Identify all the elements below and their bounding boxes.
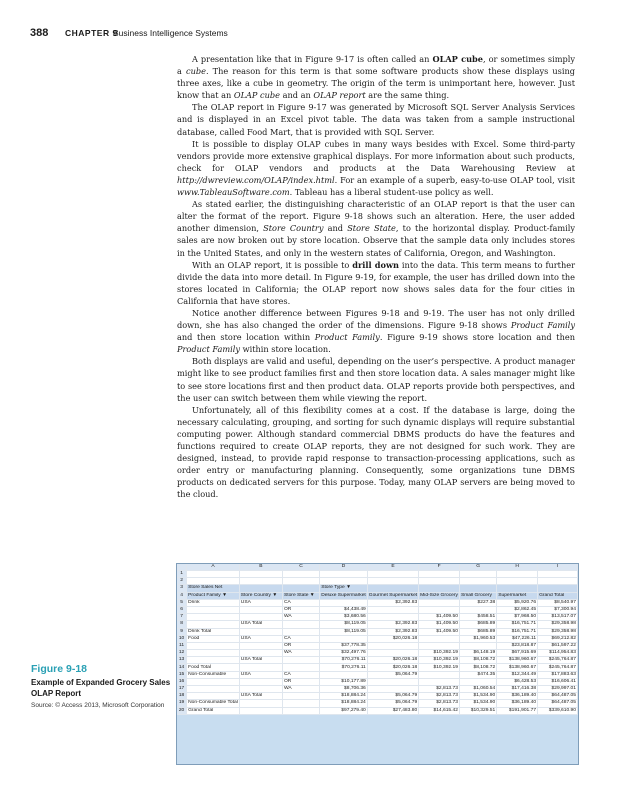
row-number[interactable]: 10 <box>177 635 187 642</box>
cell[interactable] <box>187 621 240 628</box>
cell[interactable]: Deluxe Supermarket <box>321 592 366 598</box>
cell[interactable] <box>282 700 319 707</box>
italic-text: http://dwreview.com/OLAP/index.html <box>177 174 335 185</box>
italic-text: OLAP cube <box>233 90 280 101</box>
sheet-row <box>177 635 578 642</box>
cell[interactable]: WA <box>282 650 319 657</box>
cell[interactable]: $245,764.87 <box>538 657 578 664</box>
figure-title: Example of Expanded Grocery Sales OLAP Report <box>31 678 171 698</box>
cell[interactable] <box>187 614 240 621</box>
pivot-table <box>177 564 578 715</box>
sheet-row <box>177 700 578 707</box>
sheet-row <box>177 571 578 578</box>
cell[interactable] <box>367 585 418 592</box>
text-run: into the data. This term means to further divide the data into more detail. In Figure 9-19, for example, the user has drilled down into the stores located in California; the OLAP report now shows sales data for the four cities in California that have stores. <box>177 259 575 306</box>
cell[interactable]: $18,884.24 <box>320 700 368 707</box>
cell[interactable]: $10,392.19 <box>419 657 460 664</box>
cell[interactable] <box>187 686 240 693</box>
italic-text: www.TableauSoftware.com <box>177 187 290 198</box>
italic-text: Product Family <box>314 332 380 343</box>
cell[interactable] <box>497 578 538 585</box>
cell[interactable]: Drink <box>187 599 240 606</box>
cell[interactable] <box>459 578 496 585</box>
cell[interactable]: $458.51 <box>459 614 496 621</box>
cell[interactable]: $1,409.50 <box>419 614 460 621</box>
cell[interactable]: $227.38 <box>459 599 496 606</box>
cell[interactable] <box>459 642 496 649</box>
cell[interactable] <box>239 606 282 613</box>
italic-text: Store State <box>347 223 396 234</box>
cell[interactable]: $29,358.98 <box>538 621 578 628</box>
cell[interactable]: $36,189.40 <box>497 693 538 700</box>
cell[interactable] <box>239 571 282 578</box>
text-run: and then store location within <box>177 332 315 343</box>
cell[interactable]: $29,358.98 <box>538 628 578 635</box>
chapter-label: CHAPTER 9 <box>65 28 118 38</box>
cell[interactable] <box>239 678 282 685</box>
cell[interactable]: $2,392.83 <box>367 599 418 606</box>
paragraph <box>177 101 575 137</box>
cell[interactable] <box>419 635 460 642</box>
text-run: It is possible to display OLAP cubes in many ways besides with Excel. Some third-party vendors provide more extensive graphical displays. For more information about such products, check for OLAP vendors and products at the Data Warehousing Review at <box>177 138 575 173</box>
cell[interactable]: Mid-Size Grocery <box>420 592 458 598</box>
row-number[interactable]: 6 <box>177 606 187 613</box>
text-run: within store location. <box>239 344 331 355</box>
text-run: A presentation like that in Figure 9-17 is often called an <box>192 54 433 64</box>
cell[interactable]: $16,606.41 <box>538 678 578 685</box>
cell[interactable]: Product Family ▼ <box>187 592 240 599</box>
cell[interactable] <box>187 571 240 578</box>
row-number[interactable]: 5 <box>177 599 187 606</box>
cell[interactable] <box>459 678 496 685</box>
cell[interactable]: $5,064.79 <box>367 693 418 700</box>
cell[interactable]: $8,108.72 <box>459 657 496 664</box>
sheet-row <box>177 650 578 657</box>
cell[interactable]: $27,483.80 <box>367 707 418 714</box>
cell[interactable] <box>320 599 368 606</box>
italic-text: Product Family <box>177 344 240 355</box>
cell[interactable]: $20,026.18 <box>367 635 418 642</box>
column-letter[interactable]: A <box>187 564 240 571</box>
cell[interactable] <box>367 614 418 621</box>
cell[interactable]: $13,517.07 <box>538 614 578 621</box>
column-letter[interactable]: E <box>367 564 418 571</box>
sheet-row <box>177 678 578 685</box>
sheet-row <box>177 585 578 592</box>
column-letter[interactable]: G <box>459 564 496 571</box>
cell[interactable]: $10,392.19 <box>419 650 460 657</box>
cell[interactable]: $29,997.01 <box>538 686 578 693</box>
body-text <box>177 53 575 500</box>
column-letter[interactable]: D <box>320 564 368 571</box>
cell[interactable] <box>459 571 496 578</box>
sheet-row <box>177 642 578 649</box>
text-run: are the same thing. <box>365 90 450 101</box>
cell[interactable] <box>239 614 282 621</box>
cell[interactable]: USA Total <box>239 693 282 700</box>
text-run: Unfortunately, all of this flexibility comes at a cost. If the database is large, doing the necessary calculating, grouping, and sorting for such dynamic displays will require substantial computing power. Although standard commercial DBMS products do have the features and functions required to create OLAP reports, they are not designed for such work. They are designed, instead, to provide rapid response to transaction-processing applications, such as order entry or manufacturing planning. Consequently, some organizations tune DBMS products on dedicated servers for this purpose. Today, many OLAP servers are being moved to the cloud. <box>177 404 575 500</box>
cell[interactable]: $8,540.97 <box>538 599 578 606</box>
cell[interactable]: Grand Total <box>187 707 240 714</box>
cell[interactable]: $20,026.18 <box>367 657 418 664</box>
cell[interactable]: $70,276.11 <box>320 657 368 664</box>
row-number[interactable]: 15 <box>177 671 187 678</box>
cell[interactable] <box>320 671 368 678</box>
cell[interactable] <box>239 700 282 707</box>
cell[interactable]: $17,883.63 <box>538 671 578 678</box>
cell[interactable] <box>187 693 240 700</box>
sheet-row <box>177 671 578 678</box>
cell[interactable]: $8,108.72 <box>459 664 496 671</box>
bold-term: drill down <box>352 259 399 270</box>
cell[interactable]: $7,968.50 <box>497 614 538 621</box>
cell[interactable]: CA <box>282 599 319 606</box>
cell[interactable]: $138,960.67 <box>497 664 538 671</box>
cell[interactable]: Grand Total <box>538 592 578 599</box>
cell[interactable]: $1,534.90 <box>459 700 496 707</box>
cell[interactable] <box>282 628 319 635</box>
cell[interactable] <box>367 578 418 585</box>
sheet-row <box>177 628 578 635</box>
cell[interactable]: $2,392.83 <box>367 628 418 635</box>
cell[interactable]: $685.89 <box>459 628 496 635</box>
italic-text: cube <box>186 66 206 77</box>
text-run: Notice another difference between Figures 9-18 and 9-19. The user has not only drilled down, she has also changed the order of the dimensions. Figure 9-18 shows <box>177 307 575 331</box>
text-run: . Figure 9-19 shows store location and then <box>379 332 575 343</box>
cell[interactable]: WA <box>282 686 319 693</box>
cell[interactable]: $191,901.77 <box>497 707 538 714</box>
cell[interactable] <box>459 585 496 592</box>
cell[interactable]: $8,119.05 <box>320 628 368 635</box>
cell[interactable]: Non-Consumable Total <box>188 700 238 706</box>
row-number[interactable]: 7 <box>177 614 187 621</box>
cell[interactable]: $47,226.11 <box>497 635 538 642</box>
cell[interactable] <box>187 678 240 685</box>
cell[interactable]: $3,680.56 <box>320 614 368 621</box>
sheet-row <box>177 693 578 700</box>
cell[interactable] <box>419 678 460 685</box>
cell[interactable]: $2,813.73 <box>419 700 460 707</box>
cell[interactable]: $32,497.76 <box>320 650 368 657</box>
column-letter[interactable]: B <box>239 564 282 571</box>
cell[interactable]: USA <box>239 671 282 678</box>
cell[interactable]: Store Type ▼ <box>320 585 368 592</box>
row-number[interactable]: 13 <box>177 657 187 664</box>
row-number[interactable]: 17 <box>177 686 187 693</box>
column-letter[interactable]: H <box>497 564 538 571</box>
cell[interactable]: $36,189.40 <box>497 700 538 707</box>
cell[interactable] <box>320 578 368 585</box>
text-run: With an OLAP report, it is possible to <box>192 259 353 270</box>
cell[interactable]: $4,438.49 <box>320 606 368 613</box>
cell[interactable] <box>239 707 282 714</box>
row-number[interactable]: 1 <box>177 571 187 578</box>
cell[interactable] <box>320 635 368 642</box>
cell[interactable] <box>187 650 240 657</box>
text-run: As stated earlier, the distinguishing characteristic of an OLAP report is that the user can alter the format of the report. Figure 9-18 shows such an alteration. Here, the user added another dimension, <box>177 199 575 234</box>
cell[interactable]: $18,884.24 <box>320 693 368 700</box>
cell[interactable]: $12,344.49 <box>497 671 538 678</box>
cell[interactable]: Store State ▼ <box>282 592 319 599</box>
cell[interactable] <box>538 585 578 592</box>
cell[interactable] <box>282 664 319 671</box>
text-run: . For an example of a superb, easy-to-use OLAP tool, visit <box>334 174 575 185</box>
figure-caption <box>31 663 171 711</box>
cell[interactable]: $474.35 <box>459 671 496 678</box>
cell[interactable] <box>282 657 319 664</box>
cell[interactable] <box>187 606 240 613</box>
row-number[interactable]: 3 <box>177 585 187 592</box>
cell[interactable]: $17,416.38 <box>497 686 538 693</box>
cell[interactable]: USA <box>239 599 282 606</box>
cell[interactable]: $14,615.42 <box>419 707 460 714</box>
cell[interactable] <box>419 642 460 649</box>
cell[interactable]: OR <box>282 678 319 685</box>
cell[interactable] <box>320 571 368 578</box>
cell[interactable] <box>239 628 282 635</box>
text-run: . Tableau has a liberal student-use policy as well. <box>289 187 494 198</box>
page-header <box>30 27 590 41</box>
cell[interactable]: $16,751.71 <box>497 628 538 635</box>
cell[interactable]: $5,920.76 <box>497 599 538 606</box>
cell[interactable] <box>538 578 578 585</box>
cell[interactable]: Supermarket <box>497 592 538 599</box>
cell[interactable]: Drink Total <box>187 628 240 635</box>
cell[interactable] <box>419 571 460 578</box>
italic-text: Product Family <box>510 320 575 331</box>
cell[interactable]: $16,751.71 <box>497 621 538 628</box>
cell[interactable]: $2,392.83 <box>367 621 418 628</box>
column-letter[interactable]: F <box>419 564 460 571</box>
cell[interactable] <box>419 606 460 613</box>
cell[interactable]: $23,818.87 <box>497 642 538 649</box>
cell[interactable] <box>282 585 319 592</box>
figure-source: Source: © Access 2013, Microsoft Corporation <box>31 702 165 709</box>
cell[interactable] <box>367 571 418 578</box>
cell[interactable]: $114,954.83 <box>538 650 578 657</box>
cell[interactable] <box>239 585 282 592</box>
bold-term: OLAP cube <box>432 54 483 64</box>
cell[interactable] <box>367 678 418 685</box>
cell[interactable]: CA <box>282 671 319 678</box>
cell[interactable] <box>239 578 282 585</box>
cell[interactable] <box>367 650 418 657</box>
cell[interactable]: $1,409.50 <box>419 621 460 628</box>
cell[interactable] <box>367 606 418 613</box>
cell[interactable]: $69,212.82 <box>538 635 578 642</box>
cell[interactable] <box>282 693 319 700</box>
cell[interactable]: $20,026.18 <box>367 664 418 671</box>
cell[interactable]: $10,392.19 <box>419 664 460 671</box>
sheet-row <box>177 707 578 714</box>
spreadsheet-screenshot <box>176 563 579 765</box>
text-run: and an <box>280 90 314 101</box>
cell[interactable]: $10,177.89 <box>320 678 368 685</box>
cell[interactable] <box>419 599 460 606</box>
page-number: 388 <box>30 27 49 39</box>
cell[interactable] <box>187 657 240 664</box>
cell[interactable]: $2,813.73 <box>419 686 460 693</box>
cell[interactable]: USA <box>239 635 282 642</box>
cell[interactable]: $61,597.22 <box>538 642 578 649</box>
chapter-title: Business Intelligence Systems <box>113 28 228 38</box>
cell[interactable]: $67,915.69 <box>497 650 538 657</box>
row-number[interactable]: 19 <box>177 700 187 707</box>
text-run: , to the horizontal display. Product-family sales are now broken out by store location. Observe that the sample data only includes stores in the United States, and only in the western states of California, Oregon, and Washington. <box>177 223 576 258</box>
cell[interactable]: $1,060.54 <box>459 686 496 693</box>
row-number[interactable]: 16 <box>177 678 187 685</box>
cell[interactable]: $6,148.19 <box>459 650 496 657</box>
cell[interactable]: Gourmet Supermarket <box>368 592 418 598</box>
cell[interactable]: $6,428.53 <box>497 678 538 685</box>
cell[interactable]: Store Country ▼ <box>239 592 282 599</box>
cell[interactable]: OR <box>282 642 319 649</box>
cell[interactable]: Store Sales Net <box>187 585 240 592</box>
sheet-row <box>177 686 578 693</box>
cell[interactable]: $64,487.05 <box>538 700 578 707</box>
column-letter[interactable]: C <box>282 564 319 571</box>
cell[interactable] <box>497 585 538 592</box>
cell[interactable] <box>538 571 578 578</box>
cell[interactable]: $5,064.79 <box>367 700 418 707</box>
cell[interactable] <box>419 578 460 585</box>
sheet-row <box>177 621 578 628</box>
cell[interactable]: CA <box>282 635 319 642</box>
paragraph <box>177 53 575 101</box>
cell[interactable]: $2,862.45 <box>497 606 538 613</box>
cell[interactable] <box>282 578 319 585</box>
cell[interactable]: WA <box>282 614 319 621</box>
sheet-row <box>177 664 578 671</box>
cell[interactable] <box>367 686 418 693</box>
paragraph <box>177 138 575 198</box>
cell[interactable] <box>282 571 319 578</box>
figure-label: Figure 9-18 <box>31 663 88 675</box>
text-run: . The reason for this term is that some software products show these displays using three axes, like a cube in geometry. The origin of the term is unimportant here, however. Just know that an <box>177 66 575 101</box>
cell[interactable]: Food Total <box>187 664 240 671</box>
cell[interactable]: USA Total <box>239 621 282 628</box>
cell[interactable] <box>459 606 496 613</box>
row-number[interactable]: 14 <box>177 664 187 671</box>
cell[interactable]: $1,534.90 <box>459 693 496 700</box>
paragraph <box>177 307 575 355</box>
cell[interactable]: USA Total <box>239 657 282 664</box>
paragraph <box>177 259 575 307</box>
cell[interactable]: $1,960.53 <box>459 635 496 642</box>
italic-text: Store Country <box>263 223 324 234</box>
cell[interactable]: $70,276.11 <box>320 664 368 671</box>
cell[interactable] <box>282 707 319 714</box>
text-run: and <box>323 223 348 234</box>
sheet-row <box>177 657 578 664</box>
row-number[interactable]: 12 <box>177 650 187 657</box>
cell[interactable]: Food <box>187 635 240 642</box>
cell[interactable]: $97,279.40 <box>320 707 368 714</box>
sheet-row <box>177 614 578 621</box>
cell[interactable] <box>367 642 418 649</box>
cell[interactable]: $64,487.05 <box>538 693 578 700</box>
cell[interactable]: $1,409.50 <box>419 628 460 635</box>
cell[interactable]: $138,960.67 <box>497 657 538 664</box>
text-run: The OLAP report in Figure 9-17 was generated by Microsoft SQL Server Analysis Services and is displayed in an Excel pivot table. The data was taken from a sample instructional database, called Food Mart, that is provided with SQL Server. <box>177 102 575 137</box>
cell[interactable]: $5,064.79 <box>367 671 418 678</box>
row-number[interactable]: 8 <box>177 621 187 628</box>
italic-text: OLAP report <box>313 90 366 101</box>
cell[interactable]: $8,706.36 <box>320 686 368 693</box>
row-number[interactable]: 4 <box>177 592 187 599</box>
cell[interactable]: $10,329.51 <box>459 707 496 714</box>
cell[interactable]: $37,778.35 <box>320 642 368 649</box>
cell[interactable] <box>239 664 282 671</box>
cell[interactable]: Small Grocery <box>459 592 496 599</box>
cell[interactable]: $7,300.94 <box>538 606 578 613</box>
column-letter[interactable]: I <box>538 564 578 571</box>
row-number[interactable]: 9 <box>177 628 187 635</box>
paragraph <box>177 355 575 403</box>
row-number[interactable]: 20 <box>177 707 187 714</box>
paragraph <box>177 198 575 258</box>
cell[interactable] <box>239 642 282 649</box>
sheet-row <box>177 592 578 599</box>
cell[interactable]: Non-Consumable <box>187 671 240 678</box>
cell[interactable] <box>239 686 282 693</box>
cell[interactable]: $339,610.90 <box>538 707 578 714</box>
cell[interactable] <box>419 671 460 678</box>
row-number[interactable]: 18 <box>177 693 187 700</box>
cell[interactable] <box>239 650 282 657</box>
row-number[interactable]: 2 <box>177 578 187 585</box>
text-run: Both displays are valid and useful, depending on the user’s perspective. A product manager might like to see product families first and then store location data. A sales manager might like to see store locations first and then product data. OLAP reports provide both perspectives, and the user can switch between them while viewing the report. <box>177 356 575 403</box>
cell[interactable] <box>187 642 240 649</box>
text-run: , or sometimes simply a <box>177 54 575 77</box>
paragraph <box>177 404 575 501</box>
sheet-row <box>177 606 578 613</box>
row-number[interactable]: 11 <box>177 642 187 649</box>
cell[interactable]: $8,119.05 <box>320 621 368 628</box>
cell[interactable] <box>187 578 240 585</box>
cell[interactable] <box>419 585 460 592</box>
cell[interactable]: $2,813.73 <box>419 693 460 700</box>
cell[interactable]: $245,764.87 <box>538 664 578 671</box>
cell[interactable]: $685.89 <box>459 621 496 628</box>
sheet-row <box>177 599 578 606</box>
cell[interactable] <box>282 621 319 628</box>
sheet-row <box>177 578 578 585</box>
cell[interactable]: OR <box>282 606 319 613</box>
cell[interactable] <box>497 571 538 578</box>
